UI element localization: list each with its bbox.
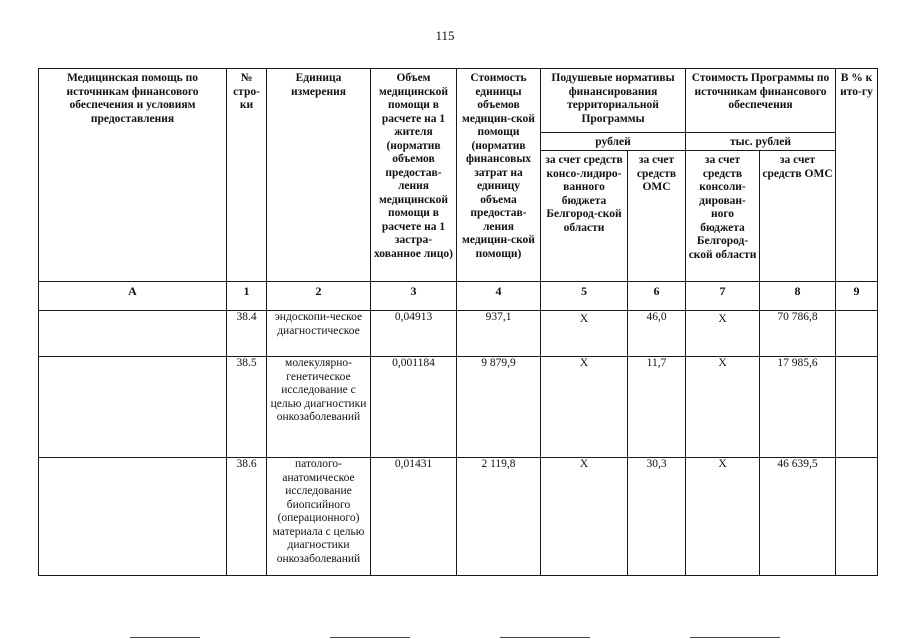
cell-unit: молекулярно-генетическое исследование с целью диагностики онкозаболеваний	[267, 357, 371, 458]
header-col-7: за счет средств консоли-дирован-ного бюджета Белгород-ской области	[686, 151, 760, 282]
cell-percent	[836, 311, 878, 357]
cell-percent	[836, 357, 878, 458]
column-number: 5	[541, 282, 628, 311]
cell-oms-norm: 11,7	[628, 357, 686, 458]
cell-regional-budget-norm: Х	[541, 458, 628, 576]
financing-table	[38, 68, 878, 576]
cell-oms-cost: 17 985,6	[760, 357, 836, 458]
cell-unit-cost: 2 119,8	[457, 458, 541, 576]
page-edge-line	[690, 637, 780, 638]
cell-line-number: 38.5	[227, 357, 267, 458]
table-body	[39, 311, 878, 576]
table-row	[39, 311, 878, 357]
cell-mark: Х	[579, 313, 589, 325]
cell-line-number: 38.4	[227, 311, 267, 357]
column-number: 3	[371, 282, 457, 311]
cell-regional-budget-norm: Х	[541, 357, 628, 458]
cell-care-type	[39, 311, 227, 357]
column-number: 9	[836, 282, 878, 311]
cell-unit-cost: 9 879,9	[457, 357, 541, 458]
cell-oms-norm: 30,3	[628, 458, 686, 576]
cell-regional-budget-cost: Х	[686, 458, 760, 576]
cell-regional-budget-norm	[541, 311, 628, 357]
cell-line-number: 38.6	[227, 458, 267, 576]
column-number: 7	[686, 282, 760, 311]
cell-unit: эндоскопи-ческое диагностическое	[267, 311, 371, 357]
table-row	[39, 357, 878, 458]
header-unit-rub: рублей	[541, 133, 686, 151]
header-col-9: В % к ито-гу	[836, 69, 878, 282]
cell-volume: 0,01431	[371, 458, 457, 576]
page-number: 115	[435, 28, 455, 43]
header-col-6: за счет средств ОМС	[628, 151, 686, 282]
cell-volume: 0,001184	[371, 357, 457, 458]
column-number: 6	[628, 282, 686, 311]
cell-oms-cost: 70 786,8	[760, 311, 836, 357]
header-col-5: за счет средств консо-лидиро-ванного бюджета Белгород-ской области	[541, 151, 628, 282]
column-number: 2	[267, 282, 371, 311]
cell-care-type	[39, 357, 227, 458]
header-col-8: за счет средств ОМС	[760, 151, 836, 282]
cell-percent	[836, 458, 878, 576]
column-number: 8	[760, 282, 836, 311]
header-unit-thousand: тыс. рублей	[686, 133, 836, 151]
header-col-2: Единица измерения	[267, 69, 371, 282]
cell-mark: Х	[718, 313, 727, 325]
column-number: 1	[227, 282, 267, 311]
header-col-3: Объем медицинской помощи в расчете на 1 жителя (норматив объемов предостав-ления медицинской помощи в расчете на 1 застра-хованное лицо)	[371, 69, 457, 282]
cell-oms-norm: 46,0	[628, 311, 686, 357]
page-edge-line	[500, 637, 590, 638]
cell-regional-budget-cost	[686, 311, 760, 357]
cell-unit: патолого-анатомическое исследование биопсийного (операционного) материала с целью диагностики онкозаболеваний	[267, 458, 371, 576]
cell-unit-cost: 937,1	[457, 311, 541, 357]
cell-oms-cost: 46 639,5	[760, 458, 836, 576]
header-group-cost: Стоимость Программы по источникам финансового обеспечения	[686, 69, 836, 133]
column-number: А	[39, 282, 227, 311]
cell-care-type	[39, 458, 227, 576]
column-number-row	[39, 282, 878, 311]
header-col-a: Медицинская помощь по источникам финансового обеспечения и условиям предоставления	[39, 69, 227, 282]
header-group-norms: Подушевые нормативы финансирования территориальной Программы	[541, 69, 686, 133]
table-row	[39, 458, 878, 576]
header-col-4: Стоимость единицы объемов медицин-ской помощи (норматив финансовых затрат на единицу объема предостав-ления медицин-ской помощи)	[457, 69, 541, 282]
header-col-1: № стро-ки	[227, 69, 267, 282]
cell-volume: 0,04913	[371, 311, 457, 357]
cell-regional-budget-cost: Х	[686, 357, 760, 458]
page-edge-line	[330, 637, 410, 638]
page-edge-line	[130, 637, 200, 638]
column-number: 4	[457, 282, 541, 311]
table-header	[39, 69, 878, 311]
